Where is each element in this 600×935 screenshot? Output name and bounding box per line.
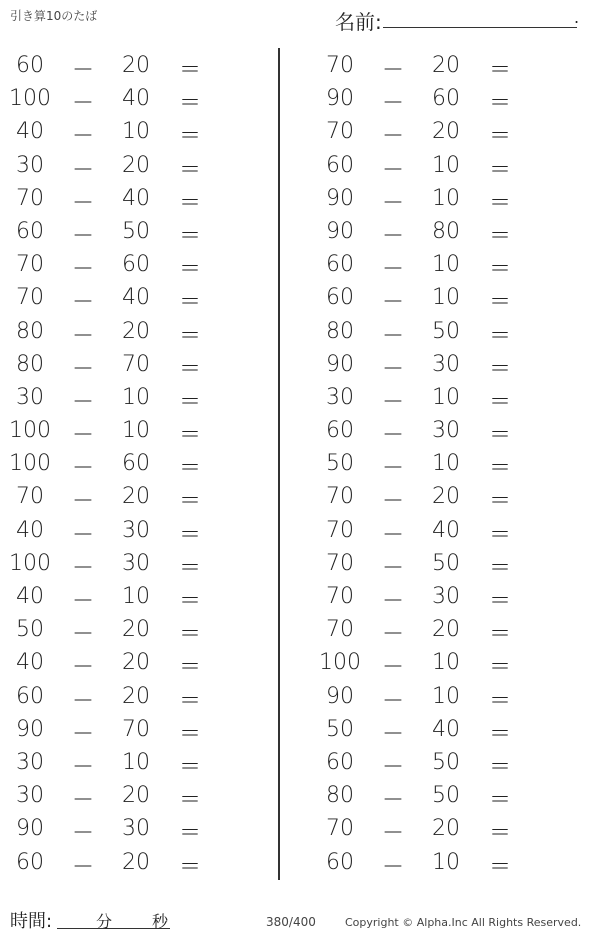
minuend: 70 xyxy=(326,119,354,145)
problem-row xyxy=(310,446,590,482)
minuend: 40 xyxy=(16,517,44,543)
problem-row xyxy=(310,679,590,712)
equals-sign: ＝ xyxy=(178,223,201,249)
equals-sign: ＝ xyxy=(488,323,511,349)
subtrahend: 50 xyxy=(432,749,460,775)
minuend: 80 xyxy=(326,783,354,809)
problem-row xyxy=(310,513,590,546)
equals-sign: ＝ xyxy=(178,91,201,117)
minus-sign: － xyxy=(382,555,405,581)
equals-sign: ＝ xyxy=(178,389,201,415)
problem-row xyxy=(310,579,590,612)
problem-row xyxy=(0,778,280,814)
problem-row xyxy=(310,546,590,579)
minuend: 70 xyxy=(326,53,354,78)
minus-sign: － xyxy=(382,854,405,880)
subtrahend: 20 xyxy=(122,783,150,809)
problem-row xyxy=(0,413,280,449)
minuend: 70 xyxy=(16,252,44,278)
minus-sign: － xyxy=(382,721,405,747)
minutes-label: 分 xyxy=(96,912,113,931)
equals-sign: ＝ xyxy=(178,489,201,515)
subtrahend: 10 xyxy=(432,285,460,311)
problem-row xyxy=(310,811,590,847)
subtrahend: 10 xyxy=(122,418,150,444)
subtrahend: 30 xyxy=(432,351,460,377)
subtrahend: 10 xyxy=(432,252,460,278)
equals-sign: ＝ xyxy=(178,257,201,283)
equals-sign: ＝ xyxy=(178,854,201,880)
minus-sign: － xyxy=(72,290,95,316)
minus-sign: － xyxy=(382,356,405,382)
subtrahend: 20 xyxy=(432,484,460,510)
minuend: 60 xyxy=(326,418,354,444)
subtrahend: 10 xyxy=(122,119,150,145)
problem-row xyxy=(310,845,590,878)
equals-sign: ＝ xyxy=(488,389,511,415)
problem-row xyxy=(310,81,590,117)
minuend: 100 xyxy=(319,650,361,676)
minus-sign: － xyxy=(382,655,405,681)
subtrahend: 60 xyxy=(122,252,150,278)
minuend: 60 xyxy=(16,218,44,244)
minuend: 50 xyxy=(326,451,354,477)
minuend: 100 xyxy=(9,550,51,576)
problem-row xyxy=(310,280,590,316)
minus-sign: － xyxy=(382,58,405,83)
subtrahend: 60 xyxy=(432,86,460,112)
minuend: 80 xyxy=(16,318,44,344)
minus-sign: － xyxy=(72,223,95,249)
minuend: 50 xyxy=(16,617,44,643)
minuend: 80 xyxy=(16,351,44,377)
minuend: 70 xyxy=(326,550,354,576)
equals-sign: ＝ xyxy=(488,91,511,117)
subtrahend: 30 xyxy=(432,584,460,609)
minus-sign: － xyxy=(72,423,95,449)
subtrahend: 60 xyxy=(122,451,150,477)
minus-sign: － xyxy=(72,58,95,83)
subtrahend: 20 xyxy=(122,152,150,178)
equals-sign: ＝ xyxy=(178,58,201,83)
minuend: 70 xyxy=(326,584,354,609)
minus-sign: － xyxy=(72,124,95,150)
subtrahend: 20 xyxy=(122,617,150,643)
subtrahend: 50 xyxy=(432,783,460,809)
problem-row xyxy=(0,48,280,81)
minuend: 70 xyxy=(16,484,44,510)
subtrahend: 70 xyxy=(122,351,150,377)
minus-sign: － xyxy=(72,257,95,283)
subtrahend: 10 xyxy=(432,650,460,676)
minus-sign: － xyxy=(72,389,95,415)
minus-sign: － xyxy=(382,522,405,548)
minuend: 60 xyxy=(326,252,354,278)
equals-sign: ＝ xyxy=(488,688,511,714)
equals-sign: ＝ xyxy=(178,655,201,681)
problem-row xyxy=(0,612,280,648)
equals-sign: ＝ xyxy=(488,290,511,316)
problem-row xyxy=(310,214,590,247)
minuend: 60 xyxy=(16,53,44,78)
equals-sign: ＝ xyxy=(178,688,201,714)
minuend: 30 xyxy=(16,152,44,178)
minuend: 90 xyxy=(326,683,354,709)
minuend: 70 xyxy=(326,484,354,510)
problem-row xyxy=(0,81,280,117)
minus-sign: － xyxy=(72,190,95,216)
subtrahend: 50 xyxy=(122,218,150,244)
problem-row xyxy=(310,413,590,449)
subtrahend: 10 xyxy=(122,749,150,775)
minus-sign: － xyxy=(382,423,405,449)
equals-sign: ＝ xyxy=(178,555,201,581)
minus-sign: － xyxy=(382,456,405,482)
minuend: 40 xyxy=(16,650,44,676)
equals-sign: ＝ xyxy=(488,223,511,249)
minuend: 40 xyxy=(16,119,44,145)
minus-sign: － xyxy=(72,655,95,681)
minuend: 90 xyxy=(326,185,354,211)
minuend: 70 xyxy=(326,816,354,842)
minuend: 60 xyxy=(326,285,354,311)
minus-sign: － xyxy=(382,821,405,847)
minus-sign: － xyxy=(382,589,405,614)
problem-row xyxy=(310,114,590,150)
time-label: 時間: xyxy=(10,911,53,932)
equals-sign: ＝ xyxy=(178,356,201,382)
equals-sign: ＝ xyxy=(488,721,511,747)
subtrahend: 40 xyxy=(432,517,460,543)
minuend: 70 xyxy=(326,517,354,543)
equals-sign: ＝ xyxy=(178,423,201,449)
problem-row xyxy=(310,712,590,745)
minuend: 60 xyxy=(326,849,354,875)
subtrahend: 10 xyxy=(432,152,460,178)
minus-sign: － xyxy=(72,456,95,482)
minuend: 100 xyxy=(9,86,51,112)
equals-sign: ＝ xyxy=(488,190,511,216)
equals-sign: ＝ xyxy=(488,257,511,283)
minus-sign: － xyxy=(382,788,405,814)
equals-sign: ＝ xyxy=(488,655,511,681)
equals-sign: ＝ xyxy=(488,754,511,780)
subtrahend: 10 xyxy=(432,683,460,709)
subtrahend: 20 xyxy=(122,650,150,676)
equals-sign: ＝ xyxy=(178,190,201,216)
subtrahend: 20 xyxy=(122,318,150,344)
problem-row xyxy=(0,811,280,847)
problem-row xyxy=(0,745,280,778)
problem-row xyxy=(0,314,280,347)
problem-row xyxy=(0,546,280,579)
equals-sign: ＝ xyxy=(488,589,511,614)
minus-sign: － xyxy=(72,622,95,648)
problem-row xyxy=(310,778,590,814)
subtrahend: 10 xyxy=(432,451,460,477)
equals-sign: ＝ xyxy=(178,456,201,482)
equals-sign: ＝ xyxy=(488,555,511,581)
minuend: 90 xyxy=(326,218,354,244)
subtrahend: 40 xyxy=(122,86,150,112)
equals-sign: ＝ xyxy=(178,589,201,614)
subtrahend: 10 xyxy=(432,384,460,410)
subtrahend: 30 xyxy=(122,816,150,842)
minus-sign: － xyxy=(382,688,405,714)
problem-row xyxy=(0,479,280,515)
subtrahend: 20 xyxy=(122,683,150,709)
equals-sign: ＝ xyxy=(178,290,201,316)
problem-row xyxy=(0,679,280,712)
minuend: 70 xyxy=(16,285,44,311)
subtrahend: 20 xyxy=(432,119,460,145)
equals-sign: ＝ xyxy=(178,788,201,814)
minus-sign: － xyxy=(382,290,405,316)
minus-sign: － xyxy=(382,323,405,349)
copyright-text: Copyright © Alpha.Inc All Rights Reserved. xyxy=(345,916,582,929)
problem-row xyxy=(310,347,590,380)
subtrahend: 80 xyxy=(432,218,460,244)
minus-sign: － xyxy=(382,223,405,249)
minus-sign: － xyxy=(72,788,95,814)
minuend: 30 xyxy=(16,749,44,775)
minus-sign: － xyxy=(72,688,95,714)
problem-row xyxy=(0,347,280,380)
subtrahend: 10 xyxy=(122,384,150,410)
minus-sign: － xyxy=(72,754,95,780)
subtrahend: 30 xyxy=(122,550,150,576)
problem-row xyxy=(0,712,280,745)
minus-sign: － xyxy=(382,754,405,780)
name-input-line[interactable] xyxy=(383,27,577,28)
problem-row xyxy=(310,380,590,413)
equals-sign: ＝ xyxy=(488,456,511,482)
equals-sign: ＝ xyxy=(178,754,201,780)
equals-sign: ＝ xyxy=(488,622,511,648)
problem-row xyxy=(0,247,280,283)
subtrahend: 20 xyxy=(432,53,460,78)
subtrahend: 10 xyxy=(432,849,460,875)
minus-sign: － xyxy=(72,91,95,117)
equals-sign: ＝ xyxy=(488,157,511,183)
minuend: 30 xyxy=(16,384,44,410)
minuend: 70 xyxy=(16,185,44,211)
column-divider xyxy=(278,48,280,880)
equals-sign: ＝ xyxy=(178,124,201,150)
minus-sign: － xyxy=(382,389,405,415)
subtrahend: 10 xyxy=(432,185,460,211)
minuend: 40 xyxy=(16,584,44,609)
equals-sign: ＝ xyxy=(178,821,201,847)
problem-row xyxy=(0,446,280,482)
minuend: 60 xyxy=(326,152,354,178)
minuend: 30 xyxy=(326,384,354,410)
minus-sign: － xyxy=(72,589,95,614)
minuend: 30 xyxy=(16,783,44,809)
problem-row xyxy=(0,380,280,413)
subtrahend: 40 xyxy=(122,185,150,211)
minus-sign: － xyxy=(382,622,405,648)
minuend: 90 xyxy=(326,351,354,377)
problem-row xyxy=(310,745,590,778)
equals-sign: ＝ xyxy=(178,522,201,548)
problem-row xyxy=(310,48,590,81)
subtrahend: 20 xyxy=(122,849,150,875)
problem-row xyxy=(310,181,590,214)
minus-sign: － xyxy=(72,821,95,847)
minuend: 60 xyxy=(326,749,354,775)
worksheet-title: 引き算10のたば xyxy=(10,9,98,23)
problem-row xyxy=(0,513,280,546)
subtrahend: 40 xyxy=(432,716,460,742)
minuend: 60 xyxy=(16,849,44,875)
equals-sign: ＝ xyxy=(178,157,201,183)
page-number: 380/400 xyxy=(266,915,316,929)
subtrahend: 20 xyxy=(122,484,150,510)
problem-row xyxy=(0,280,280,316)
problem-row xyxy=(310,612,590,648)
minus-sign: － xyxy=(382,257,405,283)
equals-sign: ＝ xyxy=(488,423,511,449)
problem-row xyxy=(310,645,590,681)
minus-sign: － xyxy=(72,721,95,747)
equals-sign: ＝ xyxy=(488,854,511,880)
subtrahend: 40 xyxy=(122,285,150,311)
equals-sign: ＝ xyxy=(178,323,201,349)
minus-sign: － xyxy=(72,157,95,183)
problem-column-right xyxy=(310,48,590,878)
subtrahend: 20 xyxy=(122,53,150,78)
problem-row xyxy=(310,314,590,347)
subtrahend: 20 xyxy=(432,617,460,643)
equals-sign: ＝ xyxy=(488,356,511,382)
problem-row xyxy=(310,247,590,283)
name-end-dot: . xyxy=(574,8,580,27)
minuend: 80 xyxy=(326,318,354,344)
problem-row xyxy=(0,645,280,681)
equals-sign: ＝ xyxy=(488,788,511,814)
problem-row xyxy=(310,479,590,515)
problem-row xyxy=(0,845,280,878)
minuend: 90 xyxy=(16,716,44,742)
minus-sign: － xyxy=(382,124,405,150)
minus-sign: － xyxy=(382,489,405,515)
minuend: 60 xyxy=(16,683,44,709)
equals-sign: ＝ xyxy=(178,721,201,747)
minus-sign: － xyxy=(72,854,95,880)
problem-row xyxy=(0,114,280,150)
minuend: 100 xyxy=(9,451,51,477)
problem-row xyxy=(0,579,280,612)
subtrahend: 70 xyxy=(122,716,150,742)
problem-column-left xyxy=(0,48,280,878)
equals-sign: ＝ xyxy=(488,821,511,847)
minus-sign: － xyxy=(72,323,95,349)
minuend: 90 xyxy=(16,816,44,842)
minus-sign: － xyxy=(72,555,95,581)
minuend: 100 xyxy=(9,418,51,444)
problem-row xyxy=(0,181,280,214)
problem-row xyxy=(310,148,590,181)
minus-sign: － xyxy=(72,522,95,548)
minus-sign: － xyxy=(382,190,405,216)
subtrahend: 30 xyxy=(122,517,150,543)
minus-sign: － xyxy=(72,356,95,382)
subtrahend: 30 xyxy=(432,418,460,444)
name-label: 名前: xyxy=(335,10,382,34)
subtrahend: 20 xyxy=(432,816,460,842)
minuend: 50 xyxy=(326,716,354,742)
problem-row xyxy=(0,148,280,181)
minus-sign: － xyxy=(382,91,405,117)
problem-row xyxy=(0,214,280,247)
subtrahend: 10 xyxy=(122,584,150,609)
minus-sign: － xyxy=(72,489,95,515)
equals-sign: ＝ xyxy=(488,124,511,150)
equals-sign: ＝ xyxy=(488,489,511,515)
seconds-label: 秒 xyxy=(152,912,169,931)
minuend: 70 xyxy=(326,617,354,643)
equals-sign: ＝ xyxy=(488,522,511,548)
minus-sign: － xyxy=(382,157,405,183)
equals-sign: ＝ xyxy=(488,58,511,83)
minuend: 90 xyxy=(326,86,354,112)
subtrahend: 50 xyxy=(432,318,460,344)
subtrahend: 50 xyxy=(432,550,460,576)
equals-sign: ＝ xyxy=(178,622,201,648)
